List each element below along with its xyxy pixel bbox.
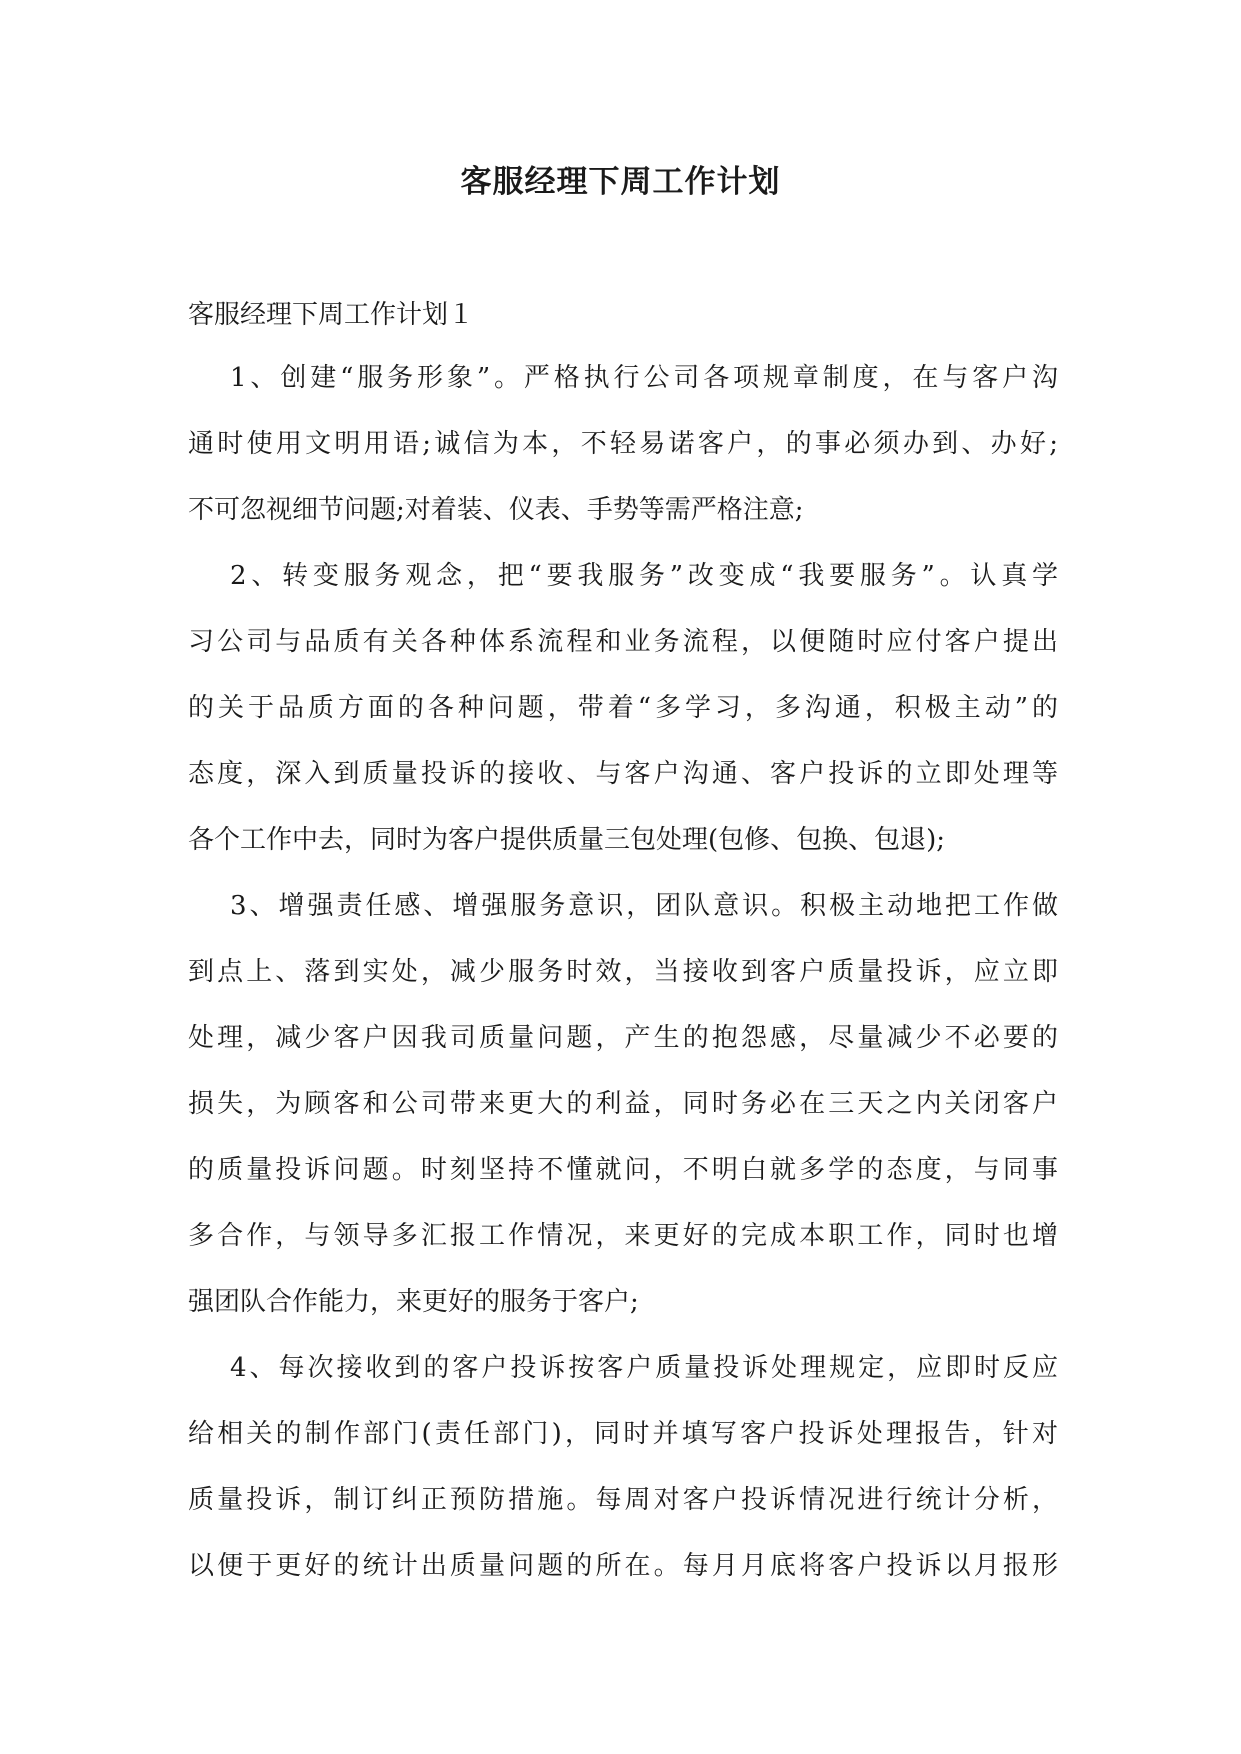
text-line: 多合作，与领导多汇报工作情况，来更好的完成本职工作，同时也增: [188, 1221, 1058, 1251]
text-line: 质量投诉，制订纠正预防措施。每周对客户投诉情况进行统计分析，: [188, 1485, 1058, 1515]
page-title: 客服经理下周工作计划: [460, 164, 781, 200]
text-line: 习公司与品质有关各种体系流程和业务流程，以便随时应付客户提出: [188, 627, 1058, 657]
text-line: 不可忽视细节问题;对着装、仪表、手势等需严格注意;: [188, 495, 804, 525]
text-line: 处理，减少客户因我司质量问题，产生的抱怨感，尽量减少不必要的: [188, 1023, 1058, 1053]
text-line: 通时使用文明用语;诚信为本，不轻易诺客户，的事必须办到、办好;: [188, 429, 1058, 459]
text-line: 到点上、落到实处，减少服务时效，当接收到客户质量投诉，应立即: [188, 957, 1058, 987]
text-line: 4、每次接收到的客户投诉按客户质量投诉处理规定，应即时反应: [230, 1353, 1058, 1383]
text-line: 损失，为顾客和公司带来更大的利益，同时务必在三天之内关闭客户: [188, 1089, 1058, 1119]
text-line: 的关于品质方面的各种问题，带着“多学习，多沟通，积极主动”的: [188, 693, 1058, 723]
document-body: [188, 353, 1058, 1607]
text-line: 给相关的制作部门(责任部门)，同时并填写客户投诉处理报告，针对: [188, 1419, 1058, 1449]
text-line: 强团队合作能力，来更好的服务于客户;: [188, 1287, 639, 1317]
text-line: 态度，深入到质量投诉的接收、与客户沟通、客户投诉的立即处理等: [188, 759, 1058, 789]
text-line: 2、转变服务观念，把“要我服务”改变成“我要服务”。认真学: [230, 561, 1058, 591]
text-line: 的质量投诉问题。时刻坚持不懂就问，不明白就多学的态度，与同事: [188, 1155, 1058, 1185]
text-line: 3、增强责任感、增强服务意识，团队意识。积极主动地把工作做: [230, 891, 1058, 921]
section-heading: 客服经理下周工作计划１: [188, 300, 475, 330]
text-line: 以便于更好的统计出质量问题的所在。每月月底将客户投诉以月报形: [188, 1551, 1058, 1581]
text-line: 1、创建“服务形象”。严格执行公司各项规章制度，在与客户沟: [230, 363, 1058, 393]
text-line: 各个工作中去，同时为客户提供质量三包处理(包修、包换、包退);: [188, 825, 946, 855]
